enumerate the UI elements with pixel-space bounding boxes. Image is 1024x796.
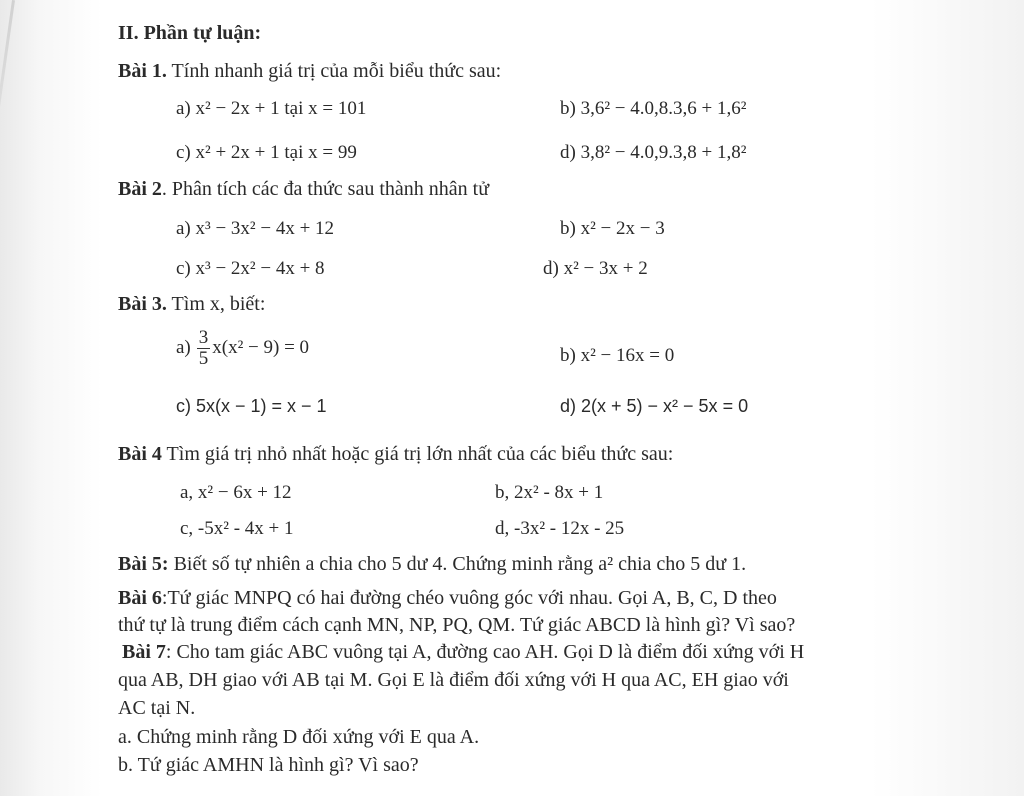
bai6-label: Bài 6 [118, 587, 162, 609]
bai4-c: c, -5x² - 4x + 1 [180, 518, 294, 539]
bai4-d: d, -3x² - 12x - 25 [495, 518, 625, 539]
bai4-heading [118, 443, 673, 466]
bai6-line2: thứ tự là trung điểm cách cạnh MN, NP, PQ, QM. Tứ giác ABCD là hình gì? Vì sao? [118, 614, 796, 636]
bai4-text: Tìm giá trị nhỏ nhất hoặc giá trị lớn nhất của các biểu thức sau: [166, 443, 674, 465]
bai3-label: Bài 3. [118, 293, 167, 315]
bai1-c: c) x² + 2x + 1 tại x = 99 [176, 142, 357, 163]
bai6-line1 [118, 587, 777, 610]
bai7-line2: qua AB, DH giao với AB tại M. Gọi E là điểm đối xứng với H qua AC, EH giao với [118, 669, 789, 691]
bai3-a-prefix: a) [176, 336, 191, 358]
bai7-line5: b. Tứ giác AMHN là hình gì? Vì sao? [118, 754, 419, 776]
bai5 [118, 553, 746, 576]
bai2-c: c) x³ − 2x² − 4x + 8 [176, 258, 325, 279]
bai7-text-1: : Cho tam giác ABC vuông tại A, đường cao AH. Gọi D là điểm đối xứng với H [165, 641, 805, 663]
bai6-text-1: :Tứ giác MNPQ có hai đường chéo vuông góc với nhau. Gọi A, B, C, D theo [161, 587, 777, 609]
bai3-d: d) 2(x + 5) − x² − 5x = 0 [560, 396, 749, 416]
bai5-label: Bài 5: [118, 553, 169, 575]
bai2-d: d) x² − 3x + 2 [543, 258, 648, 279]
fraction-numerator: 3 [198, 327, 209, 348]
bai1-label: Bài 1. [118, 60, 167, 82]
bai3-heading [118, 293, 265, 316]
bai7-label: Bài 7 [122, 641, 166, 663]
bai1-a: a) x² − 2x + 1 tại x = 101 [176, 98, 367, 119]
bai7-line1 [122, 641, 804, 664]
bai1-d: d) 3,8² − 4.0,9.3,8 + 1,8² [560, 142, 747, 163]
bai7-line4: a. Chứng minh rằng D đối xứng với E qua A. [118, 726, 480, 748]
bai4-label: Bài 4 [118, 443, 162, 465]
bai3-b: b) x² − 16x = 0 [560, 345, 675, 366]
fraction-denominator: 5 [198, 347, 209, 369]
bai4-a: a, x² − 6x + 12 [180, 482, 292, 503]
bai1-heading [118, 60, 501, 83]
paper-crease [0, 0, 15, 179]
bai3-c: c) 5x(x − 1) = x − 1 [176, 396, 327, 416]
bai2-heading [118, 178, 489, 201]
section-title: II. Phần tự luận: [118, 22, 262, 44]
bai1-b: b) 3,6² − 4.0,8.3,6 + 1,6² [560, 98, 747, 119]
bai3-text: Tìm x, biết: [171, 293, 266, 315]
bai3-a-rest: x(x² − 9) = 0 [212, 336, 310, 358]
bai1-text: Tính nhanh giá trị của mỗi biểu thức sau: [171, 60, 502, 82]
bai2-b: b) x² − 2x − 3 [560, 218, 665, 239]
bai4-b: b, 2x² - 8x + 1 [495, 482, 604, 503]
bai2-label: Bài 2 [118, 178, 162, 200]
bai5-text: Biết số tự nhiên a chia cho 5 dư 4. Chứng minh rằng a² chia cho 5 dư 1. [173, 553, 747, 575]
bai2-a: a) x³ − 3x² − 4x + 12 [176, 218, 335, 239]
bai3-a [176, 328, 309, 369]
bai7-line3: AC tại N. [118, 697, 196, 719]
fraction-three-fifths [197, 328, 211, 369]
bai2-text: . Phân tích các đa thức sau thành nhân tử [161, 178, 490, 200]
